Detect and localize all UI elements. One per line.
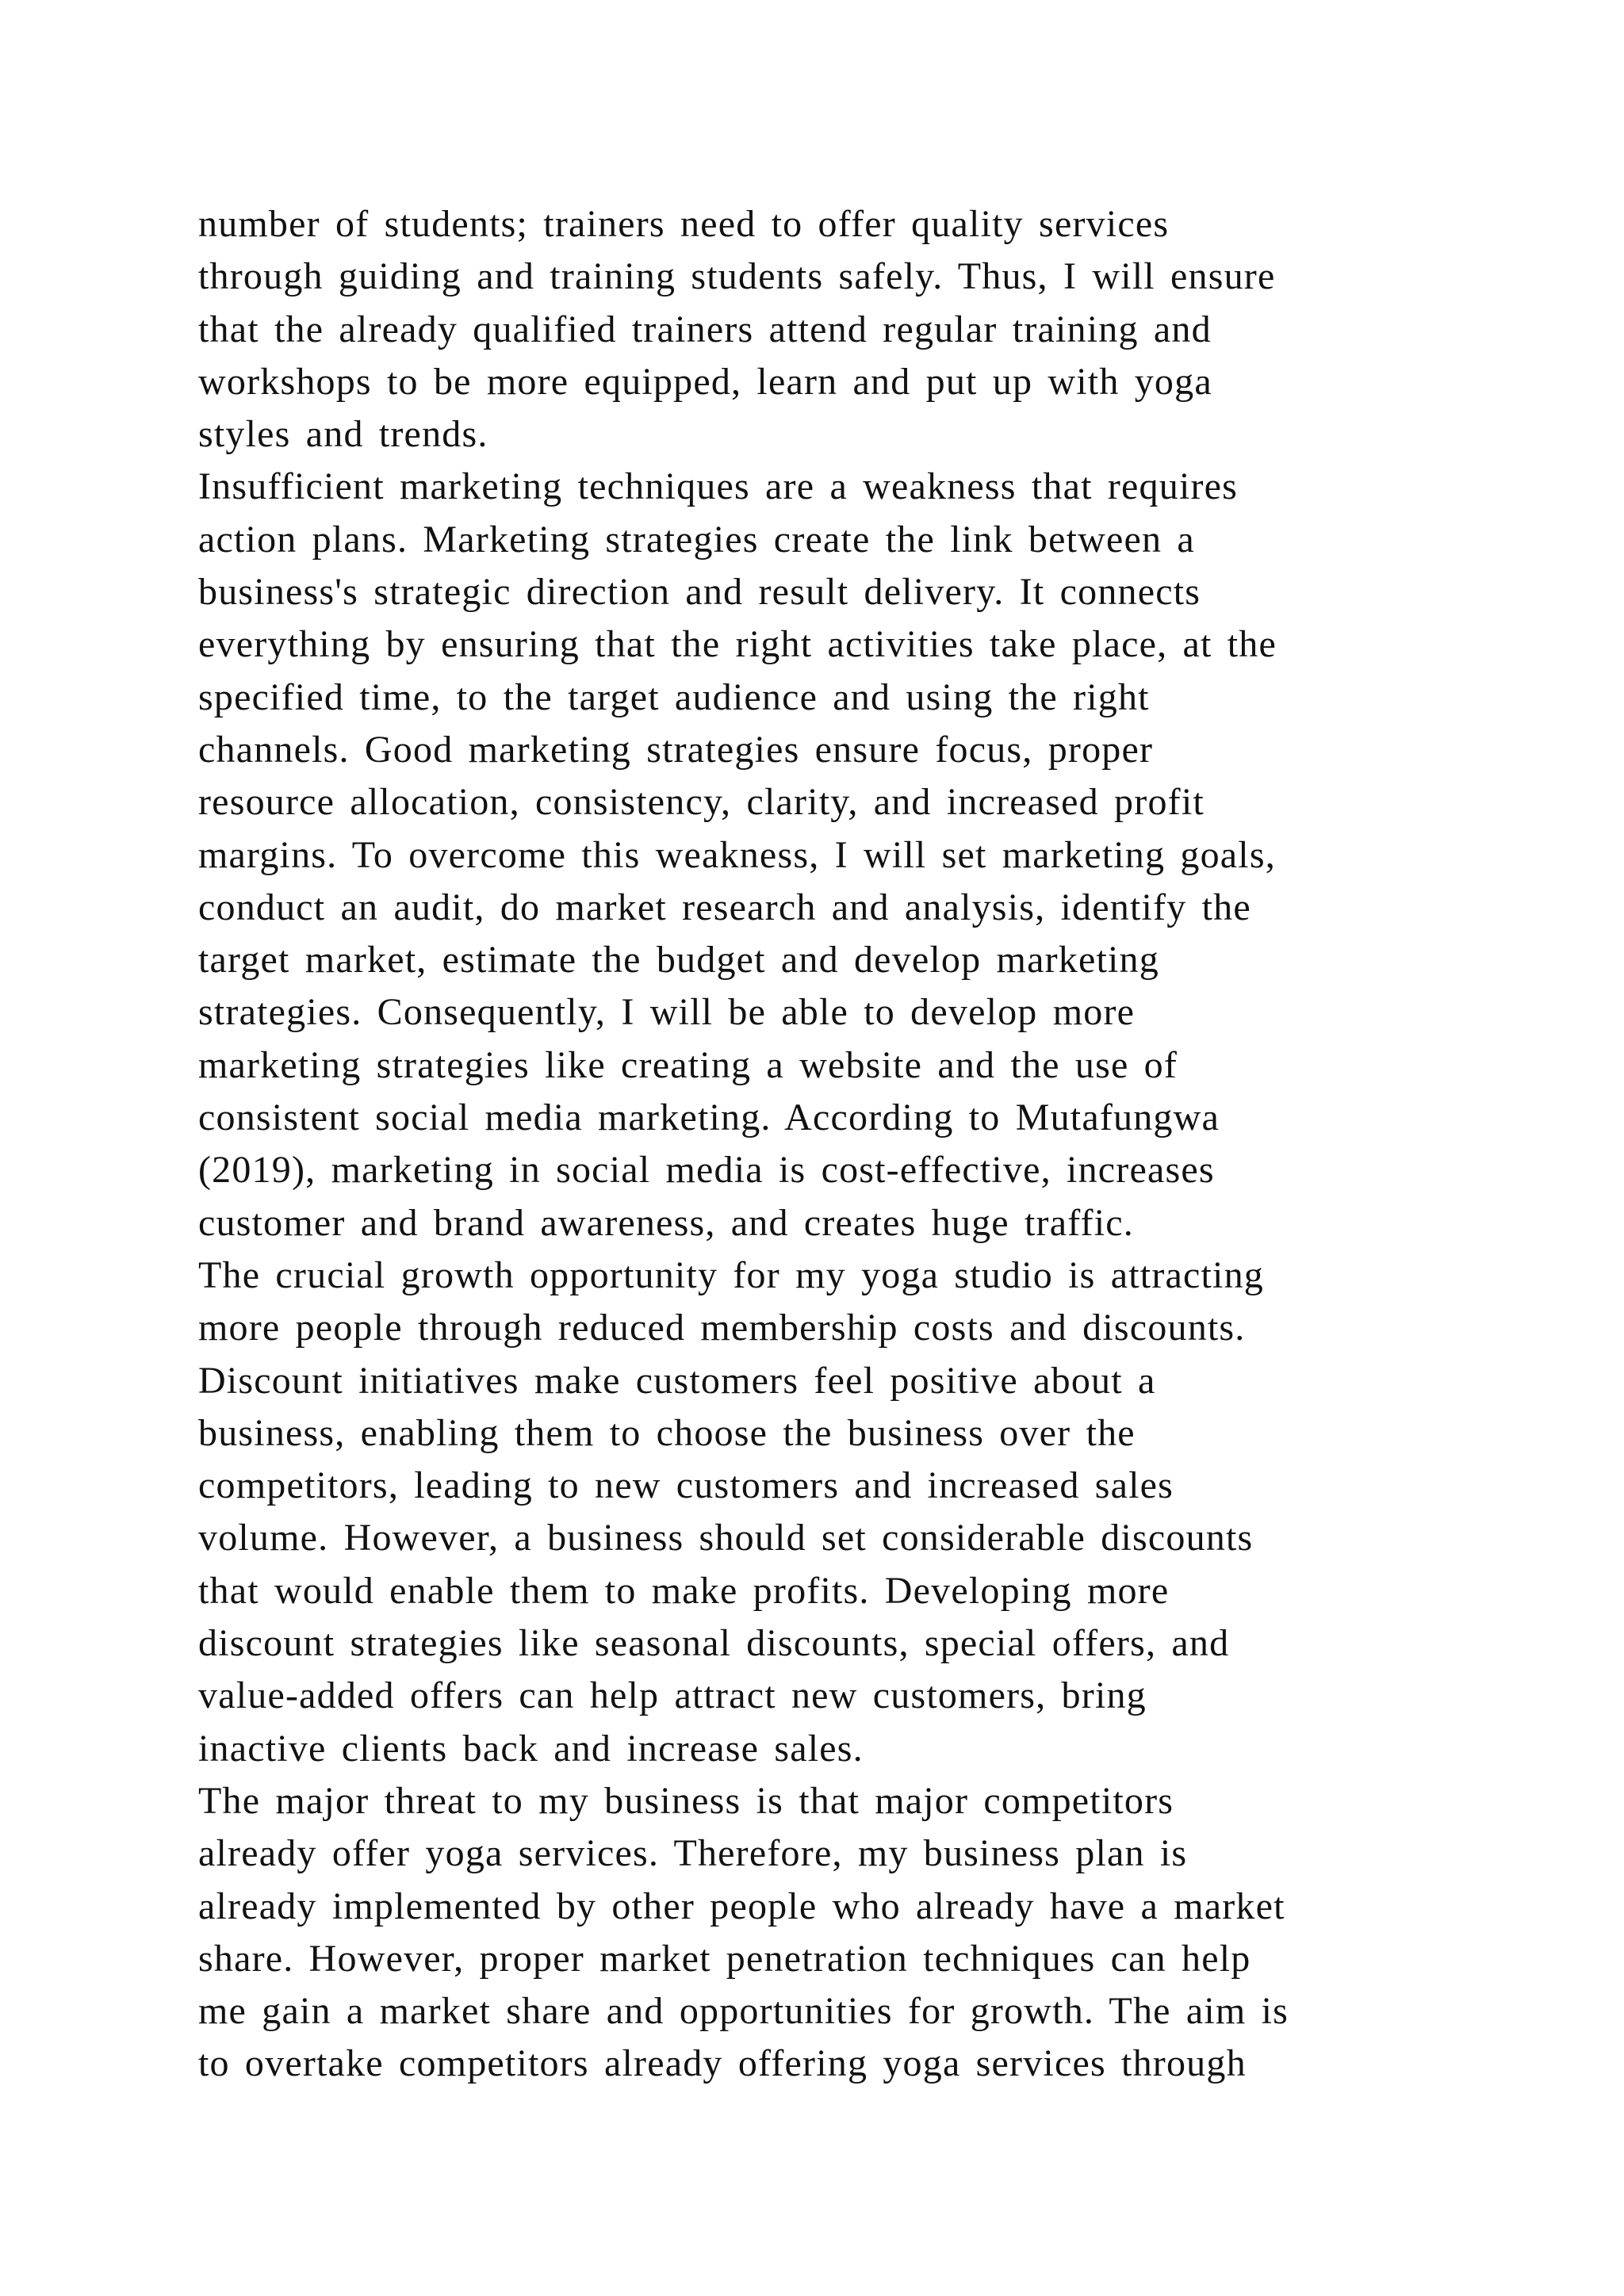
text-line: customer and brand awareness, and creates huge traffic. (198, 1201, 1134, 1244)
text-line: that would enable them to make profits. Developing more (198, 1569, 1170, 1612)
text-line: conduct an audit, do market research and analysis, identify the (198, 886, 1251, 928)
text-line: already offer yoga services. Therefore, my business plan is (198, 1832, 1188, 1875)
text-line: styles and trends. (198, 413, 488, 456)
text-line: target market, estimate the budget and develop marketing (198, 939, 1159, 982)
text-line: The crucial growth opportunity for my yoga studio is attracting (198, 1253, 1264, 1296)
text-line: that the already qualified trainers attend regular training and (198, 308, 1212, 350)
text-line: share. However, proper market penetration techniques can help (198, 1937, 1251, 1980)
text-line: already implemented by other people who already have a market (198, 1885, 1285, 1927)
text-line: business, enabling them to choose the business over the (198, 1411, 1136, 1454)
text-line: marketing strategies like creating a website and the use of (198, 1043, 1178, 1086)
text-line: discount strategies like seasonal discounts, special offers, and (198, 1622, 1230, 1665)
text-line: everything by ensuring that the right activities take place, at the (198, 623, 1277, 666)
text-line: volume. However, a business should set considerable discounts (198, 1517, 1254, 1559)
text-line: consistent social media marketing. According to Mutafungwa (198, 1096, 1220, 1139)
text-line: (2019), marketing in social media is cost-effective, increases (198, 1149, 1215, 1192)
text-line: The major threat to my business is that major competitors (198, 1779, 1174, 1822)
text-line: through guiding and training students safely. Thus, I will ensure (198, 255, 1276, 298)
text-line: number of students; trainers need to offer quality services (198, 203, 1170, 245)
text-line: margins. To overcome this weakness, I will set marketing goals, (198, 833, 1276, 876)
text-line: more people through reduced membership costs and discounts. (198, 1307, 1246, 1349)
text-line: specified time, to the target audience and using the right (198, 675, 1150, 718)
text-line: strategies. Consequently, I will be able to develop more (198, 991, 1136, 1034)
text-line: inactive clients back and increase sales. (198, 1727, 864, 1770)
text-line: business's strategic direction and result delivery. It connects (198, 571, 1201, 614)
body-text (198, 198, 1435, 2091)
text-line: action plans. Marketing strategies create the link between a (198, 518, 1195, 561)
text-line: channels. Good marketing strategies ensure focus, proper (198, 728, 1154, 771)
text-line: me gain a market share and opportunities for growth. The aim is (198, 1990, 1289, 2033)
text-line: value-added offers can help attract new customers, bring (198, 1674, 1147, 1717)
text-line: workshops to be more equipped, learn and put up with yoga (198, 360, 1212, 403)
text-line: to overtake competitors already offering yoga services through (198, 2042, 1247, 2085)
text-line: Insufficient marketing techniques are a weakness that requires (198, 465, 1239, 508)
text-line: resource allocation, consistency, clarity, and increased profit (198, 781, 1205, 824)
text-line: competitors, leading to new customers and increased sales (198, 1464, 1174, 1507)
text-line: Discount initiatives make customers feel positive about a (198, 1359, 1156, 1402)
